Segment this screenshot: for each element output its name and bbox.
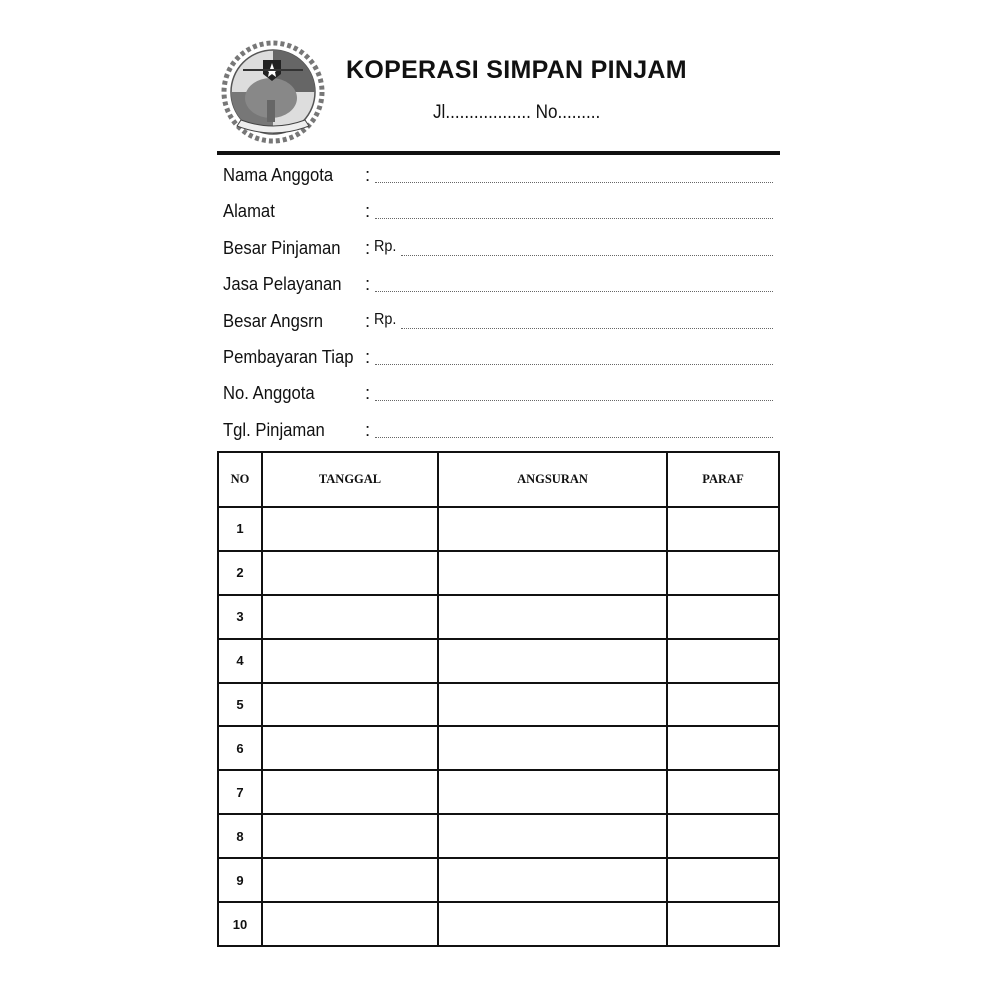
table-row	[218, 551, 779, 595]
field-label: Pembayaran Tiap	[223, 346, 354, 367]
cell-angsuran[interactable]	[438, 595, 667, 639]
cell-tanggal[interactable]	[262, 770, 438, 814]
installment-table	[217, 451, 780, 947]
form-field[interactable]	[223, 382, 773, 408]
table-row	[218, 902, 779, 946]
row-number: 4	[218, 639, 262, 683]
header-tanggal: TANGGAL	[262, 452, 438, 507]
row-number: 7	[218, 770, 262, 814]
cell-angsuran[interactable]	[438, 639, 667, 683]
field-colon: :	[365, 237, 371, 258]
table-row	[218, 507, 779, 551]
cell-paraf[interactable]	[667, 551, 779, 595]
address-line: Jl.................. No.........	[433, 102, 601, 123]
table-row	[218, 639, 779, 683]
cell-tanggal[interactable]	[262, 551, 438, 595]
cell-tanggal[interactable]	[262, 902, 438, 946]
cell-paraf[interactable]	[667, 770, 779, 814]
field-blank-line[interactable]	[375, 400, 773, 401]
form-field[interactable]	[223, 164, 773, 190]
cell-paraf[interactable]	[667, 726, 779, 770]
field-label: Nama Anggota	[223, 164, 334, 185]
field-label: Besar Angsrn	[223, 310, 323, 331]
cell-paraf[interactable]	[667, 814, 779, 858]
table-row	[218, 683, 779, 727]
form-field[interactable]	[223, 310, 773, 336]
cell-angsuran[interactable]	[438, 507, 667, 551]
cell-tanggal[interactable]	[262, 507, 438, 551]
currency-prefix: Rp.	[374, 238, 397, 255]
cell-angsuran[interactable]	[438, 726, 667, 770]
field-colon: :	[365, 310, 371, 331]
cell-angsuran[interactable]	[438, 814, 667, 858]
row-number: 9	[218, 858, 262, 902]
field-colon: :	[365, 200, 371, 221]
table-row	[218, 726, 779, 770]
table-row	[218, 595, 779, 639]
field-colon: :	[365, 382, 371, 403]
header-angsuran: ANGSURAN	[438, 452, 667, 507]
field-colon: :	[365, 419, 371, 440]
row-number: 5	[218, 683, 262, 727]
cell-paraf[interactable]	[667, 507, 779, 551]
page-title: KOPERASI SIMPAN PINJAM	[346, 56, 687, 84]
field-blank-line[interactable]	[375, 291, 773, 292]
form-field[interactable]	[223, 419, 773, 445]
cell-tanggal[interactable]	[262, 858, 438, 902]
cell-tanggal[interactable]	[262, 639, 438, 683]
field-colon: :	[365, 346, 371, 367]
field-label: Besar Pinjaman	[223, 237, 341, 258]
field-blank-line[interactable]	[401, 255, 773, 256]
field-blank-line[interactable]	[401, 328, 773, 329]
field-blank-line[interactable]	[375, 218, 773, 219]
form-field[interactable]	[223, 273, 773, 299]
row-number: 10	[218, 902, 262, 946]
cell-paraf[interactable]	[667, 595, 779, 639]
field-blank-line[interactable]	[375, 437, 773, 438]
form-field[interactable]	[223, 237, 773, 263]
cell-tanggal[interactable]	[262, 595, 438, 639]
cell-paraf[interactable]	[667, 639, 779, 683]
table-header-row	[218, 452, 779, 507]
form-field[interactable]	[223, 346, 773, 372]
form-field[interactable]	[223, 200, 773, 226]
field-colon: :	[365, 164, 371, 185]
field-blank-line[interactable]	[375, 182, 773, 183]
cell-angsuran[interactable]	[438, 551, 667, 595]
table-row	[218, 814, 779, 858]
cell-angsuran[interactable]	[438, 858, 667, 902]
row-number: 3	[218, 595, 262, 639]
row-number: 6	[218, 726, 262, 770]
field-label: Alamat	[223, 200, 275, 221]
table-row	[218, 858, 779, 902]
cell-angsuran[interactable]	[438, 902, 667, 946]
header-paraf: PARAF	[667, 452, 779, 507]
cell-paraf[interactable]	[667, 902, 779, 946]
cell-tanggal[interactable]	[262, 726, 438, 770]
cell-tanggal[interactable]	[262, 814, 438, 858]
currency-prefix: Rp.	[374, 311, 397, 328]
header-divider	[217, 151, 780, 155]
cell-angsuran[interactable]	[438, 683, 667, 727]
field-colon: :	[365, 273, 371, 294]
field-label: Jasa Pelayanan	[223, 273, 342, 294]
row-number: 8	[218, 814, 262, 858]
field-label: No. Anggota	[223, 382, 315, 403]
cell-angsuran[interactable]	[438, 770, 667, 814]
field-label: Tgl. Pinjaman	[223, 419, 325, 440]
koperasi-indonesia-logo	[219, 40, 327, 144]
cell-paraf[interactable]	[667, 683, 779, 727]
row-number: 1	[218, 507, 262, 551]
cell-tanggal[interactable]	[262, 683, 438, 727]
table-row	[218, 770, 779, 814]
field-blank-line[interactable]	[375, 364, 773, 365]
cell-paraf[interactable]	[667, 858, 779, 902]
header-no: NO	[218, 452, 262, 507]
row-number: 2	[218, 551, 262, 595]
